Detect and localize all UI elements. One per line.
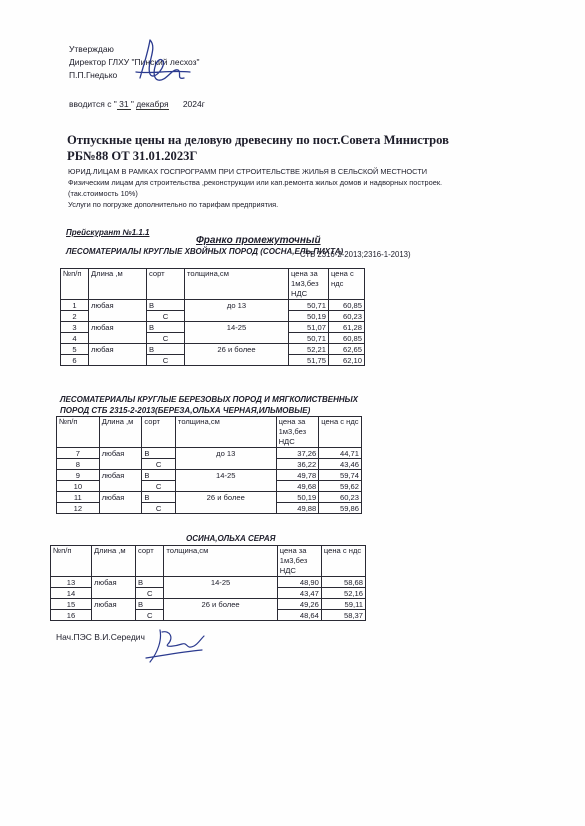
row-num: 8: [57, 459, 100, 470]
price-list-label: Прейскурант №1.1.1: [66, 228, 150, 237]
row-price-no-vat: 48,64: [277, 610, 321, 621]
effective-date-month: декабря: [136, 99, 169, 109]
row-length: любая: [89, 300, 147, 311]
row-grade: В: [136, 599, 164, 610]
row-length: [91, 588, 135, 599]
footer-signatory: Нач.ПЭС В.И.Середич: [56, 632, 145, 642]
row-length: любая: [91, 577, 135, 588]
header-length: Длина ,м: [91, 546, 135, 577]
header-num: №п/п: [61, 269, 89, 300]
row-length: любая: [91, 599, 135, 610]
row-num: 14: [51, 588, 92, 599]
table-row: [61, 344, 365, 355]
row-grade: С: [142, 481, 176, 492]
row-length: [89, 355, 147, 366]
row-thickness: 26 и более: [175, 492, 276, 503]
notes: [68, 166, 488, 210]
table-row: [57, 470, 362, 481]
row-num: 7: [57, 448, 100, 459]
row-price-vat: 59,11: [321, 599, 365, 610]
table-row: [57, 503, 362, 514]
row-thickness: 26 и более: [185, 344, 289, 355]
section-standard: СТБ 2316-2-2013;2316-1-2013): [300, 250, 411, 259]
row-num: 11: [57, 492, 100, 503]
row-price-vat: 58,37: [321, 610, 365, 621]
row-thickness: [185, 333, 289, 344]
row-thickness: [175, 481, 276, 492]
table-row: [51, 599, 366, 610]
row-num: 9: [57, 470, 100, 481]
row-grade: В: [142, 470, 176, 481]
table-header: [57, 417, 362, 448]
row-length: любая: [99, 470, 142, 481]
row-length: [89, 333, 147, 344]
price-table: [56, 416, 362, 514]
table-row: [61, 300, 365, 311]
header-price-no-vat: цена за 1м3,без НДС: [276, 417, 319, 448]
row-grade: В: [142, 492, 176, 503]
row-price-vat: 58,68: [321, 577, 365, 588]
header-thickness: толщина,см: [185, 269, 289, 300]
row-price-no-vat: 49,26: [277, 599, 321, 610]
row-thickness: 14-25: [175, 470, 276, 481]
row-num: 12: [57, 503, 100, 514]
row-thickness: [185, 311, 289, 322]
table-header: [51, 546, 366, 577]
row-num: 15: [51, 599, 92, 610]
row-num: 1: [61, 300, 89, 311]
note-line: ЮРИД.ЛИЦАМ В РАМКАХ ГОСПРОГРАММ ПРИ СТРОИТЕЛЬСТВЕ ЖИЛЬЯ В СЕЛЬСКОЙ МЕСТНОСТИ: [68, 167, 428, 176]
row-grade: С: [142, 503, 176, 514]
header-thickness: толщина,см: [164, 546, 277, 577]
row-length: [99, 503, 142, 514]
header-num: №п/п: [57, 417, 100, 448]
row-thickness: 14-25: [185, 322, 289, 333]
header-price-vat: цена с ндс: [319, 417, 362, 448]
row-grade: В: [147, 300, 185, 311]
table-row: [57, 481, 362, 492]
row-price-no-vat: 37,26: [276, 448, 319, 459]
note-line: Услуги по погрузке дополнительно по тарифам предприятия.: [68, 200, 279, 209]
row-price-no-vat: 49,88: [276, 503, 319, 514]
row-price-vat: 60,85: [329, 300, 365, 311]
header-grade: сорт: [147, 269, 185, 300]
row-grade: В: [142, 448, 176, 459]
row-price-vat: 44,71: [319, 448, 362, 459]
header-num: №п/п: [51, 546, 92, 577]
table-row: [61, 322, 365, 333]
row-num: 2: [61, 311, 89, 322]
delivery-label: Франко промежуточный: [196, 235, 321, 246]
note-line: Физическим лицам для строительства ,реконструкции или кап.ремонта жилых домов и надворных построек.(так.стоимость 10%): [68, 178, 443, 198]
row-thickness: [175, 459, 276, 470]
row-thickness: [164, 588, 277, 599]
row-price-no-vat: 36,22: [276, 459, 319, 470]
row-num: 5: [61, 344, 89, 355]
row-price-no-vat: 50,19: [289, 311, 329, 322]
row-thickness: [175, 503, 276, 514]
row-length: любая: [99, 448, 142, 459]
table-header: [61, 269, 365, 300]
header-length: Длина ,м: [99, 417, 142, 448]
director-signature: [128, 34, 198, 92]
row-length: любая: [89, 322, 147, 333]
row-price-vat: 60,23: [329, 311, 365, 322]
row-grade: В: [136, 577, 164, 588]
row-price-vat: 59,74: [319, 470, 362, 481]
row-num: 3: [61, 322, 89, 333]
row-thickness: 26 и более: [164, 599, 277, 610]
row-length: [89, 311, 147, 322]
section-title: ЛЕСОМАТЕРИАЛЫ КРУГЛЫЕ БЕРЕЗОВЫХ ПОРОД И МЯГКОЛИСТВЕННЫХ ПОРОД СТБ 2315-2-2013(БЕРЕЗА,ОЛЬХА ЧЕРНАЯ,ИЛЬМОВЫЕ): [60, 395, 359, 415]
economist-signature: [140, 622, 210, 666]
table-row: [57, 492, 362, 503]
price-table: [60, 268, 365, 366]
effective-date-prefix: вводится с ": [69, 99, 117, 109]
row-price-no-vat: 51,07: [289, 322, 329, 333]
row-grade: С: [147, 311, 185, 322]
header-price-vat: цена с ндс: [321, 546, 365, 577]
row-num: 13: [51, 577, 92, 588]
row-price-no-vat: 48,90: [277, 577, 321, 588]
table-row: [57, 459, 362, 470]
row-thickness: 14-25: [164, 577, 277, 588]
table-row: [57, 448, 362, 459]
row-grade: С: [147, 355, 185, 366]
row-length: любая: [99, 492, 142, 503]
header-price-vat: цена с ндс: [329, 269, 365, 300]
effective-date-year: 2024г: [182, 99, 205, 109]
section-title: ОСИНА,ОЛЬХА СЕРАЯ: [186, 534, 276, 543]
row-length: [91, 610, 135, 621]
row-price-no-vat: 43,47: [277, 588, 321, 599]
row-price-vat: 60,85: [329, 333, 365, 344]
row-price-no-vat: 50,71: [289, 333, 329, 344]
row-price-vat: 59,86: [319, 503, 362, 514]
header-grade: сорт: [136, 546, 164, 577]
row-price-no-vat: 51,75: [289, 355, 329, 366]
table-row: [51, 588, 366, 599]
row-price-no-vat: 49,68: [276, 481, 319, 492]
row-thickness: до 13: [175, 448, 276, 459]
row-price-vat: 62,65: [329, 344, 365, 355]
row-thickness: до 13: [185, 300, 289, 311]
row-length: любая: [89, 344, 147, 355]
header-length: Длина ,м: [89, 269, 147, 300]
header-price-no-vat: цена за 1м3,без НДС: [277, 546, 321, 577]
row-num: 4: [61, 333, 89, 344]
row-price-no-vat: 50,71: [289, 300, 329, 311]
row-grade: В: [147, 344, 185, 355]
effective-date: вводится с " 31 " декабря 2024г: [69, 99, 205, 109]
section-title: ЛЕСОМАТЕРИАЛЫ КРУГЛЫЕ ХВОЙНЫХ ПОРОД (СОСНА,ЕЛЬ,ПИХТА): [66, 247, 344, 256]
row-price-no-vat: 52,21: [289, 344, 329, 355]
row-num: 16: [51, 610, 92, 621]
approval-position: Директор ГЛХУ "Пинский лесхоз": [69, 57, 200, 67]
row-grade: С: [142, 459, 176, 470]
row-grade: В: [147, 322, 185, 333]
row-price-vat: 61,28: [329, 322, 365, 333]
table-row: [51, 577, 366, 588]
table-row: [61, 355, 365, 366]
row-price-vat: 43,46: [319, 459, 362, 470]
document-title: Отпускные цены на деловую древесину по пост.Совета Министров РБ№88 ОТ 31.01.2023Г: [67, 133, 449, 163]
header-thickness: толщина,см: [175, 417, 276, 448]
header-grade: сорт: [142, 417, 176, 448]
price-table: [50, 545, 366, 621]
row-num: 10: [57, 481, 100, 492]
row-price-vat: 59,62: [319, 481, 362, 492]
table-row: [61, 311, 365, 322]
table-row: [61, 333, 365, 344]
row-thickness: [185, 355, 289, 366]
row-price-vat: 60,23: [319, 492, 362, 503]
effective-date-day: 31: [117, 99, 131, 110]
row-length: [99, 481, 142, 492]
approval-line: Утверждаю: [69, 44, 114, 54]
row-num: 6: [61, 355, 89, 366]
row-price-no-vat: 50,19: [276, 492, 319, 503]
row-grade: С: [136, 610, 164, 621]
row-length: [99, 459, 142, 470]
approval-name: П.П.Гнедько: [69, 70, 118, 80]
row-price-vat: 52,16: [321, 588, 365, 599]
header-price-no-vat: цена за 1м3,без НДС: [289, 269, 329, 300]
row-thickness: [164, 610, 277, 621]
row-price-no-vat: 49,78: [276, 470, 319, 481]
row-grade: С: [147, 333, 185, 344]
table-row: [51, 610, 366, 621]
row-grade: С: [136, 588, 164, 599]
row-price-vat: 62,10: [329, 355, 365, 366]
